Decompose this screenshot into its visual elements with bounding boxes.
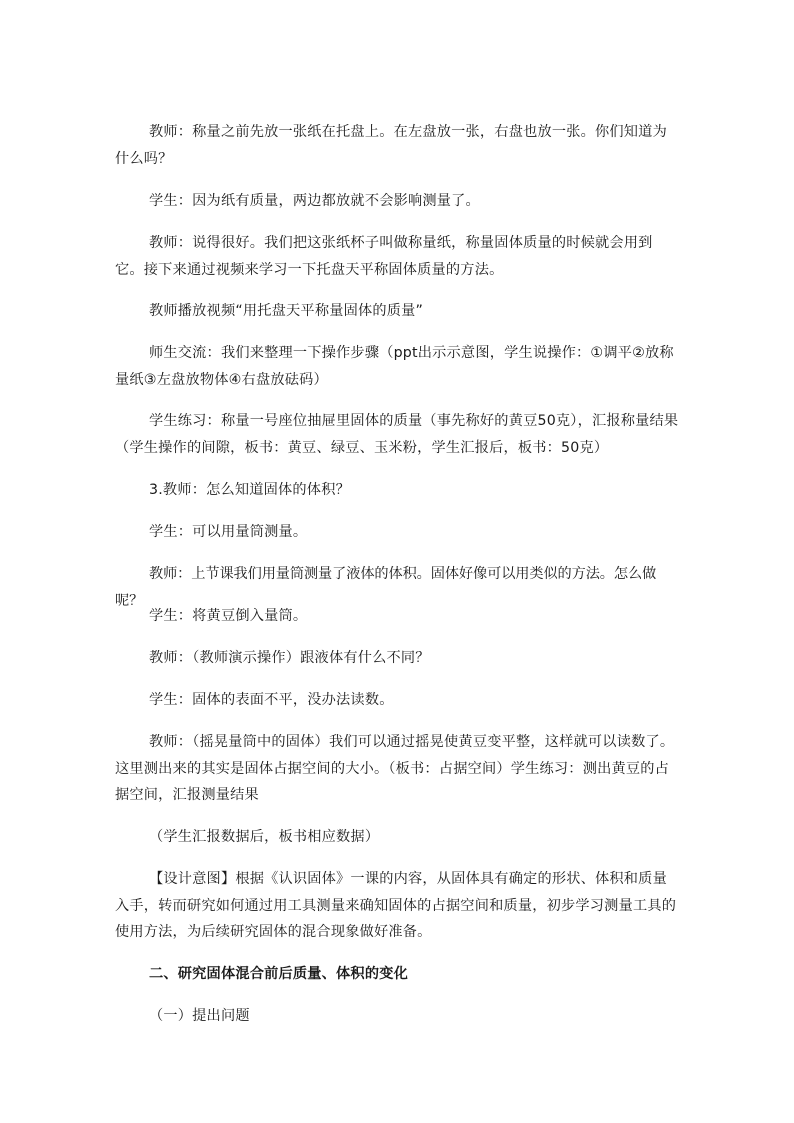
paragraph-operation-steps: 师生交流：我们来整理一下操作步骤（ppt出示示意图，学生说操作：①调平②放称量纸③左盘放物体④右盘放砝码） [115,345,674,388]
paragraph-teacher-demo: 教师：（教师演示操作）跟液体有什么不同？ [149,650,430,666]
paragraph-design-intent: 【设计意图】根据《认识固体》一课的内容，从固体具有确定的形状、体积和质量入手，转而研究如何通过用工具测量来确知固体的占据空间和质量，初步学习测量工具的使用方法，为后续研究固体的混合现象做好准备。 [115,871,677,940]
paragraph-teacher-weighing-paper-name: 教师：说得很好。我们把这张纸杯子叫做称量纸，称量固体质量的时候就会用到它。接下来通过视频来学习一下托盘天平称固体质量的方法。 [115,235,653,278]
paragraph-student-practice-weighing: 学生练习：称量一号座位抽屉里固体的质量（事先称好的黄豆50克），汇报称量结果（学生操作的间隙，板书：黄豆、绿豆、玉米粉，学生汇报后，板书：50克） [115,413,679,456]
section-heading-solid-mixing: 二、研究固体混合前后质量、体积的变化 [149,966,408,982]
paragraph-teacher-shake-cylinder: 教师：（摇晃量筒中的固体）我们可以通过摇晃使黄豆变平整，这样就可以读数了。这里测出来的其实是固体占据空间的大小。（板书：占据空间）学生练习：测出黄豆的占据空间，汇报测量结果 [115,734,675,803]
subsection-heading-raise-question: （一）提出问题 [149,1008,250,1024]
paragraph-teacher-volume-question: 3.教师：怎么知道固体的体积？ [149,482,350,498]
paragraph-teacher-video: 教师播放视频“用托盘天平称量固体的质量” [149,303,424,319]
paragraph-student-uneven-surface: 学生：固体的表面不平，没办法读数。 [149,692,394,708]
paragraph-teacher-liquid-volume: 教师：上节课我们用量筒测量了液体的体积。固体好像可以用类似的方法。怎么做呢？ [115,566,657,609]
paragraph-student-pour-beans: 学生：将黄豆倒入量筒。 [149,608,308,624]
paragraph-teacher-weighing-paper: 教师：称量之前先放一张纸在托盘上。在左盘放一张，右盘也放一张。你们知道为什么吗？ [115,124,667,167]
paragraph-student-graduated-cylinder: 学生：可以用量筒测量。 [149,524,308,540]
paragraph-student-paper-mass: 学生：因为纸有质量，两边都放就不会影响测量了。 [149,193,480,209]
paragraph-student-report-data: （学生汇报数据后，板书相应数据） [149,829,380,845]
